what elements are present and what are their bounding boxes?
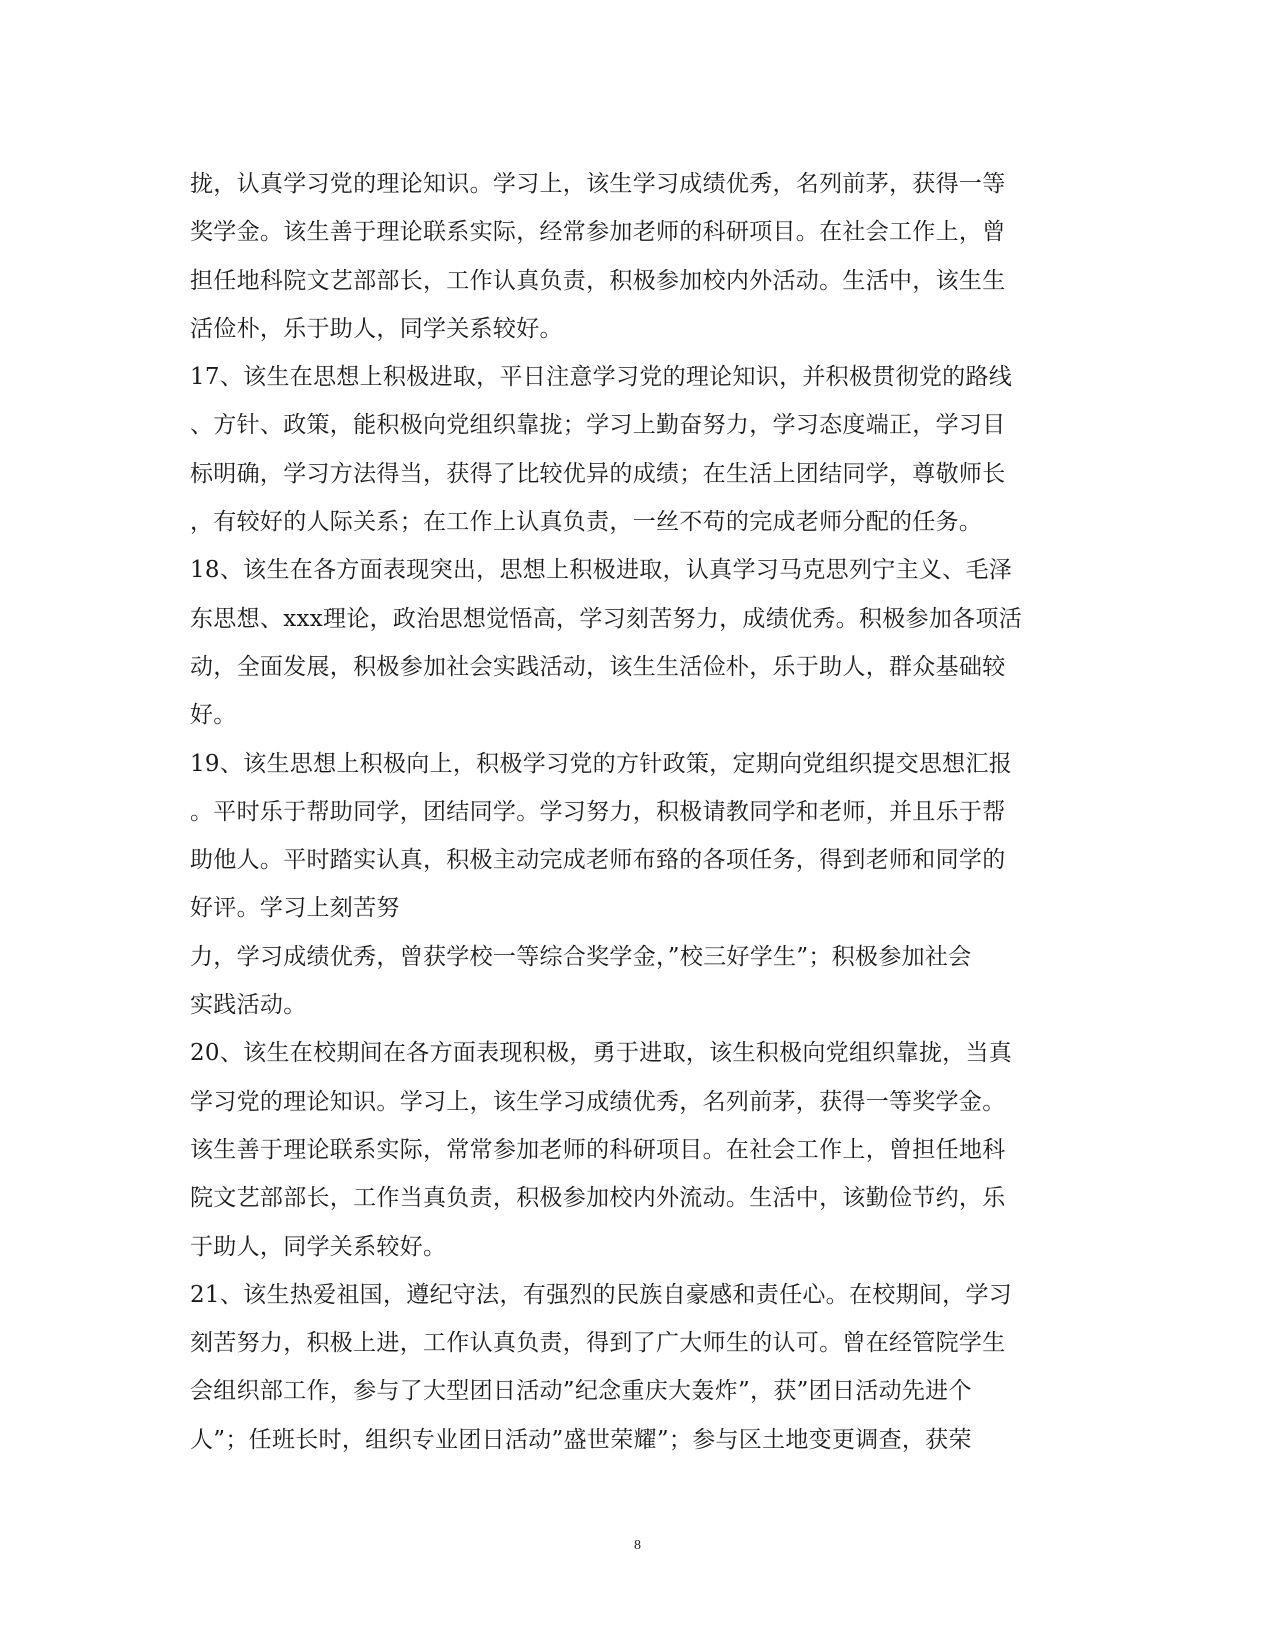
text-line: 好评。学习上刻苦努	[190, 895, 400, 922]
text-line: 活俭朴，乐于助人，同学关系较好。	[190, 315, 563, 342]
text-line: 奖学金。该生善于理论联系实际，经常参加老师的科研项目。在社会工作上，曾	[190, 219, 1006, 246]
text-line: 标明确，学习方法得当，获得了比较优异的成绩；在生活上团结同学，尊敬师长	[190, 460, 1006, 487]
text-line: 18、该生在各方面表现突出，思想上积极进取，认真学习马克思列宁主义、毛泽	[190, 557, 1013, 584]
text-line: 动，全面发展，积极参加社会实践活动，该生生活俭朴，乐于助人，群众基础较	[190, 653, 1006, 680]
page-number: 8	[634, 1538, 641, 1553]
text-line: 20、该生在校期间在各方面表现积极，勇于进取，该生积极向党组织靠拢，当真	[190, 1040, 1013, 1067]
text-line: 学习党的理论知识。学习上，该生学习成绩优秀，名列前茅，获得一等奖学金。	[190, 1088, 1006, 1115]
text-line: 助他人。平时踏实认真，积极主动完成老师布臵的各项任务，得到老师和同学的	[190, 847, 1006, 874]
text-line: 院文艺部部长，工作当真负责，积极参加校内外流动。生活中，该勤俭节约，乐	[190, 1185, 1006, 1212]
text-line: 好。	[190, 702, 237, 729]
text-line: 东思想、xxx理论，政治思想觉悟高，学习刻苦努力，成绩优秀。积极参加各项活	[190, 605, 1023, 632]
text-line: 人”；任班长时，组织专业团日活动”盛世荣耀”；参与区土地变更调查，获荣	[190, 1426, 972, 1453]
text-line: ，有较好的人际关系；在工作上认真负责，一丝不苟的完成老师分配的任务。	[190, 509, 983, 536]
text-line: 刻苦努力，积极上进，工作认真负责，得到了广大师生的认可。曾在经管院学生	[190, 1330, 1006, 1357]
text-line: 、方针、政策，能积极向党组织靠拢；学习上勤奋努力，学习态度端正，学习目	[190, 412, 1006, 439]
text-line: 担任地科院文艺部部长，工作认真负责，积极参加校内外活动。生活中，该生生	[190, 267, 1006, 294]
text-line: 。平时乐于帮助同学，团结同学。学习努力，积极请教同学和老师，并且乐于帮	[190, 798, 1006, 825]
text-line: 21、该生热爱祖国，遵纪守法，有强烈的民族自豪感和责任心。在校期间，学习	[190, 1281, 1013, 1308]
text-line: 于助人，同学关系较好。	[190, 1233, 447, 1260]
text-line: 该生善于理论联系实际，常常参加老师的科研项目。在社会工作上，曾担任地科	[190, 1136, 1006, 1163]
text-line: 拢，认真学习党的理论知识。学习上，该生学习成绩优秀，名列前茅，获得一等	[190, 171, 1006, 197]
text-line: 实践活动。	[190, 992, 307, 1019]
body-text	[190, 160, 1070, 1464]
text-line: 力，学习成绩优秀，曾获学校一等综合奖学金，”校三好学生”；积极参加社会	[190, 943, 972, 970]
text-line: 19、该生思想上积极向上，积极学习党的方针政策，定期向党组织提交思想汇报	[190, 750, 1013, 777]
text-line: 会组织部工作，参与了大型团日活动”纪念重庆大轰炸”，获”团日活动先进个	[190, 1378, 972, 1405]
text-line: 17、该生在思想上积极进取，平日注意学习党的理论知识，并积极贯彻党的路线	[190, 364, 1013, 391]
